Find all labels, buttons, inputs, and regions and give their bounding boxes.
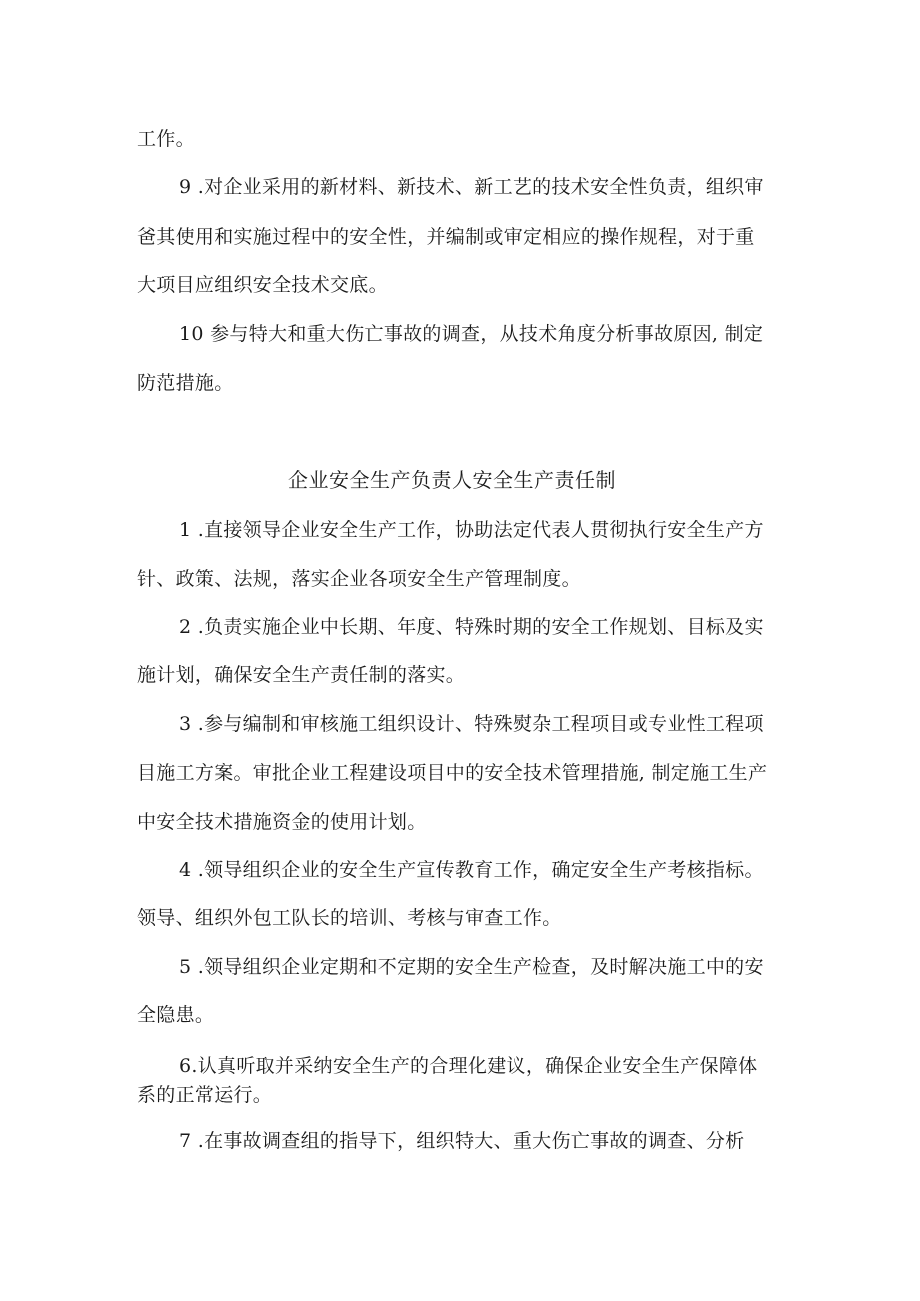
text-line: 系的正常运行。 bbox=[137, 1084, 273, 1106]
text-line: 4 .领导组织企业的安全生产宣传教育工作，确定安全生产考核指标。 bbox=[179, 859, 764, 881]
section-title: 企业安全生产负责人安全生产责任制 bbox=[288, 468, 616, 492]
text-line: 施计划，确保安全生产责任制的落实。 bbox=[137, 664, 466, 686]
text-line: 2 .负责实施企业中长期、年度、特殊时期的安全工作规划、目标及实 bbox=[179, 616, 764, 638]
text-line: 领导、组织外包工队长的培训、考核与审查工作。 bbox=[137, 907, 562, 929]
text-line: 中安全技术措施资金的使用计划。 bbox=[137, 811, 427, 833]
text-line: 6.认真听取并采纳安全生产的合理化建议，确保企业安全生产保障体 bbox=[179, 1055, 758, 1077]
text-line: 9 .对企业采用的新材料、新技术、新工艺的技术安全性负责，组织审 bbox=[179, 176, 764, 198]
text-line: 7 .在事故调查组的指导下，组织特大、重大伤亡事故的调查、分析 bbox=[179, 1130, 745, 1152]
text-line: 工作。 bbox=[137, 128, 195, 150]
text-line: 针、政策、法规，落实企业各项安全生产管理制度。 bbox=[137, 568, 581, 590]
text-line: 爸其使用和实施过程中的安全性，并编制或审定相应的操作规程，对于重 bbox=[137, 226, 755, 248]
text-line: 大项目应组织安全技术交底。 bbox=[137, 274, 388, 296]
text-line: 目施工方案。审批企业工程建设项目中的安全技术管理措施, 制定施工生产 bbox=[137, 762, 768, 784]
text-line: 1 .直接领导企业安全生产工作，协助法定代表人贯彻执行安全生产方 bbox=[179, 519, 764, 541]
text-line: 3 .参与编制和审核施工组织设计、特殊熨杂工程项目或专业性工程项 bbox=[179, 713, 764, 735]
text-line: 10 参与特大和重大伤亡事故的调查，从技术角度分析事故原因, 制定 bbox=[179, 323, 764, 345]
text-line: 防范措施。 bbox=[137, 372, 234, 394]
text-line: 5 .领导组织企业定期和不定期的安全生产检查，及时解决施工中的安 bbox=[179, 956, 764, 978]
text-line: 全隐患。 bbox=[137, 1004, 215, 1026]
